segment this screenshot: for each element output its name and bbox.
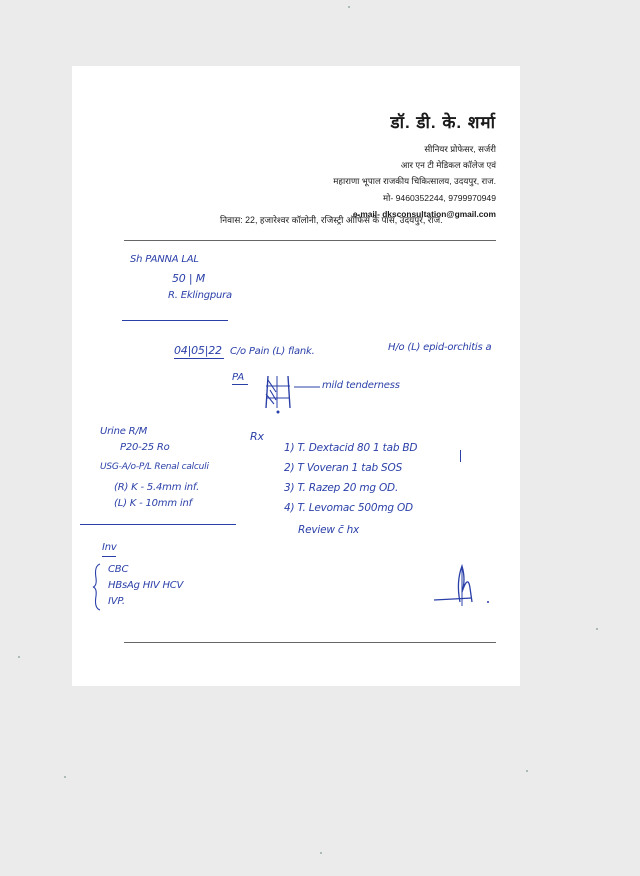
- review-note: Review c̄ hx: [298, 524, 360, 536]
- designation: सीनियर प्रोफेसर, सर्जरी: [424, 144, 496, 154]
- header-divider: [124, 240, 496, 241]
- abdomen-sketch: [262, 372, 302, 414]
- inv-underline: [80, 524, 236, 525]
- doctor-name: डॉ. डी. के. शर्मा: [390, 113, 496, 132]
- scan-speck: [596, 628, 598, 630]
- test-2: HBsAg HIV HCV: [108, 580, 184, 591]
- advice-underline: [102, 556, 116, 557]
- rx-symbol: Rx: [250, 430, 264, 443]
- rx-item-4: 4) T. Levomac 500mg OD: [284, 502, 413, 514]
- doctor-signature: [432, 562, 492, 608]
- phone: मो- 9460352244, 9799970949: [383, 192, 496, 203]
- visit-date: 04|05|22: [174, 344, 222, 357]
- rx-item-3: 3) T. Razep 20 mg OD.: [284, 482, 399, 494]
- rx-item-2: 2) T Voveran 1 tab SOS: [284, 462, 403, 474]
- scan-speck: [18, 656, 20, 658]
- inv-line-3: USG-A/o-P/L Renal calculi: [100, 462, 209, 472]
- bracket-mark: [92, 562, 102, 612]
- footer-divider: [124, 642, 496, 643]
- pointer-arrow: [294, 384, 320, 390]
- scan-speck: [320, 852, 322, 854]
- test-1: CBC: [108, 564, 129, 575]
- date-underline: [174, 358, 224, 359]
- address: निवास: 22, हजारेश्वर कॉलोनी, रजिस्ट्री ऑफिस के पास, उदयपुर, राज.: [220, 215, 443, 225]
- chief-complaint: C/o Pain (L) flank.: [230, 346, 315, 357]
- email: e-mail- dksconsultation@gmail.com: [352, 208, 496, 219]
- college: आर एन टी मेडिकल कॉलेज एवं: [400, 160, 496, 171]
- ink-stroke: [460, 450, 461, 462]
- letterhead: [333, 110, 496, 222]
- patient-name: Sh PANNA LAL: [130, 254, 199, 265]
- test-3: IVP.: [108, 596, 125, 607]
- exam-label: PA: [232, 372, 244, 383]
- prescription-sheet: [72, 66, 520, 686]
- exam-underline: [232, 384, 248, 385]
- inv-line-5: (L) K - 10mm inf: [114, 498, 192, 509]
- advice-symbol: Inv: [102, 542, 117, 553]
- inv-line-1: Urine R/M: [100, 426, 148, 437]
- scan-speck: [64, 776, 66, 778]
- history: H/o (L) epid-orchitis a: [388, 342, 492, 353]
- scan-speck: [348, 6, 350, 8]
- hospital: महाराणा भूपाल राजकीय चिकित्सालय, उदयपुर, राज.: [333, 176, 496, 187]
- inv-line-2: P20-25 Ro: [120, 442, 170, 453]
- rx-item-1: 1) T. Dextacid 80 1 tab BD: [284, 442, 418, 454]
- scan-speck: [526, 770, 528, 772]
- inv-line-4: (R) K - 5.4mm inf.: [114, 482, 200, 493]
- patient-place: R. Eklingpura: [168, 290, 232, 301]
- patient-age-sex: 50 | M: [172, 272, 205, 285]
- exam-finding: mild tenderness: [322, 380, 400, 391]
- patient-underline: [122, 320, 228, 321]
